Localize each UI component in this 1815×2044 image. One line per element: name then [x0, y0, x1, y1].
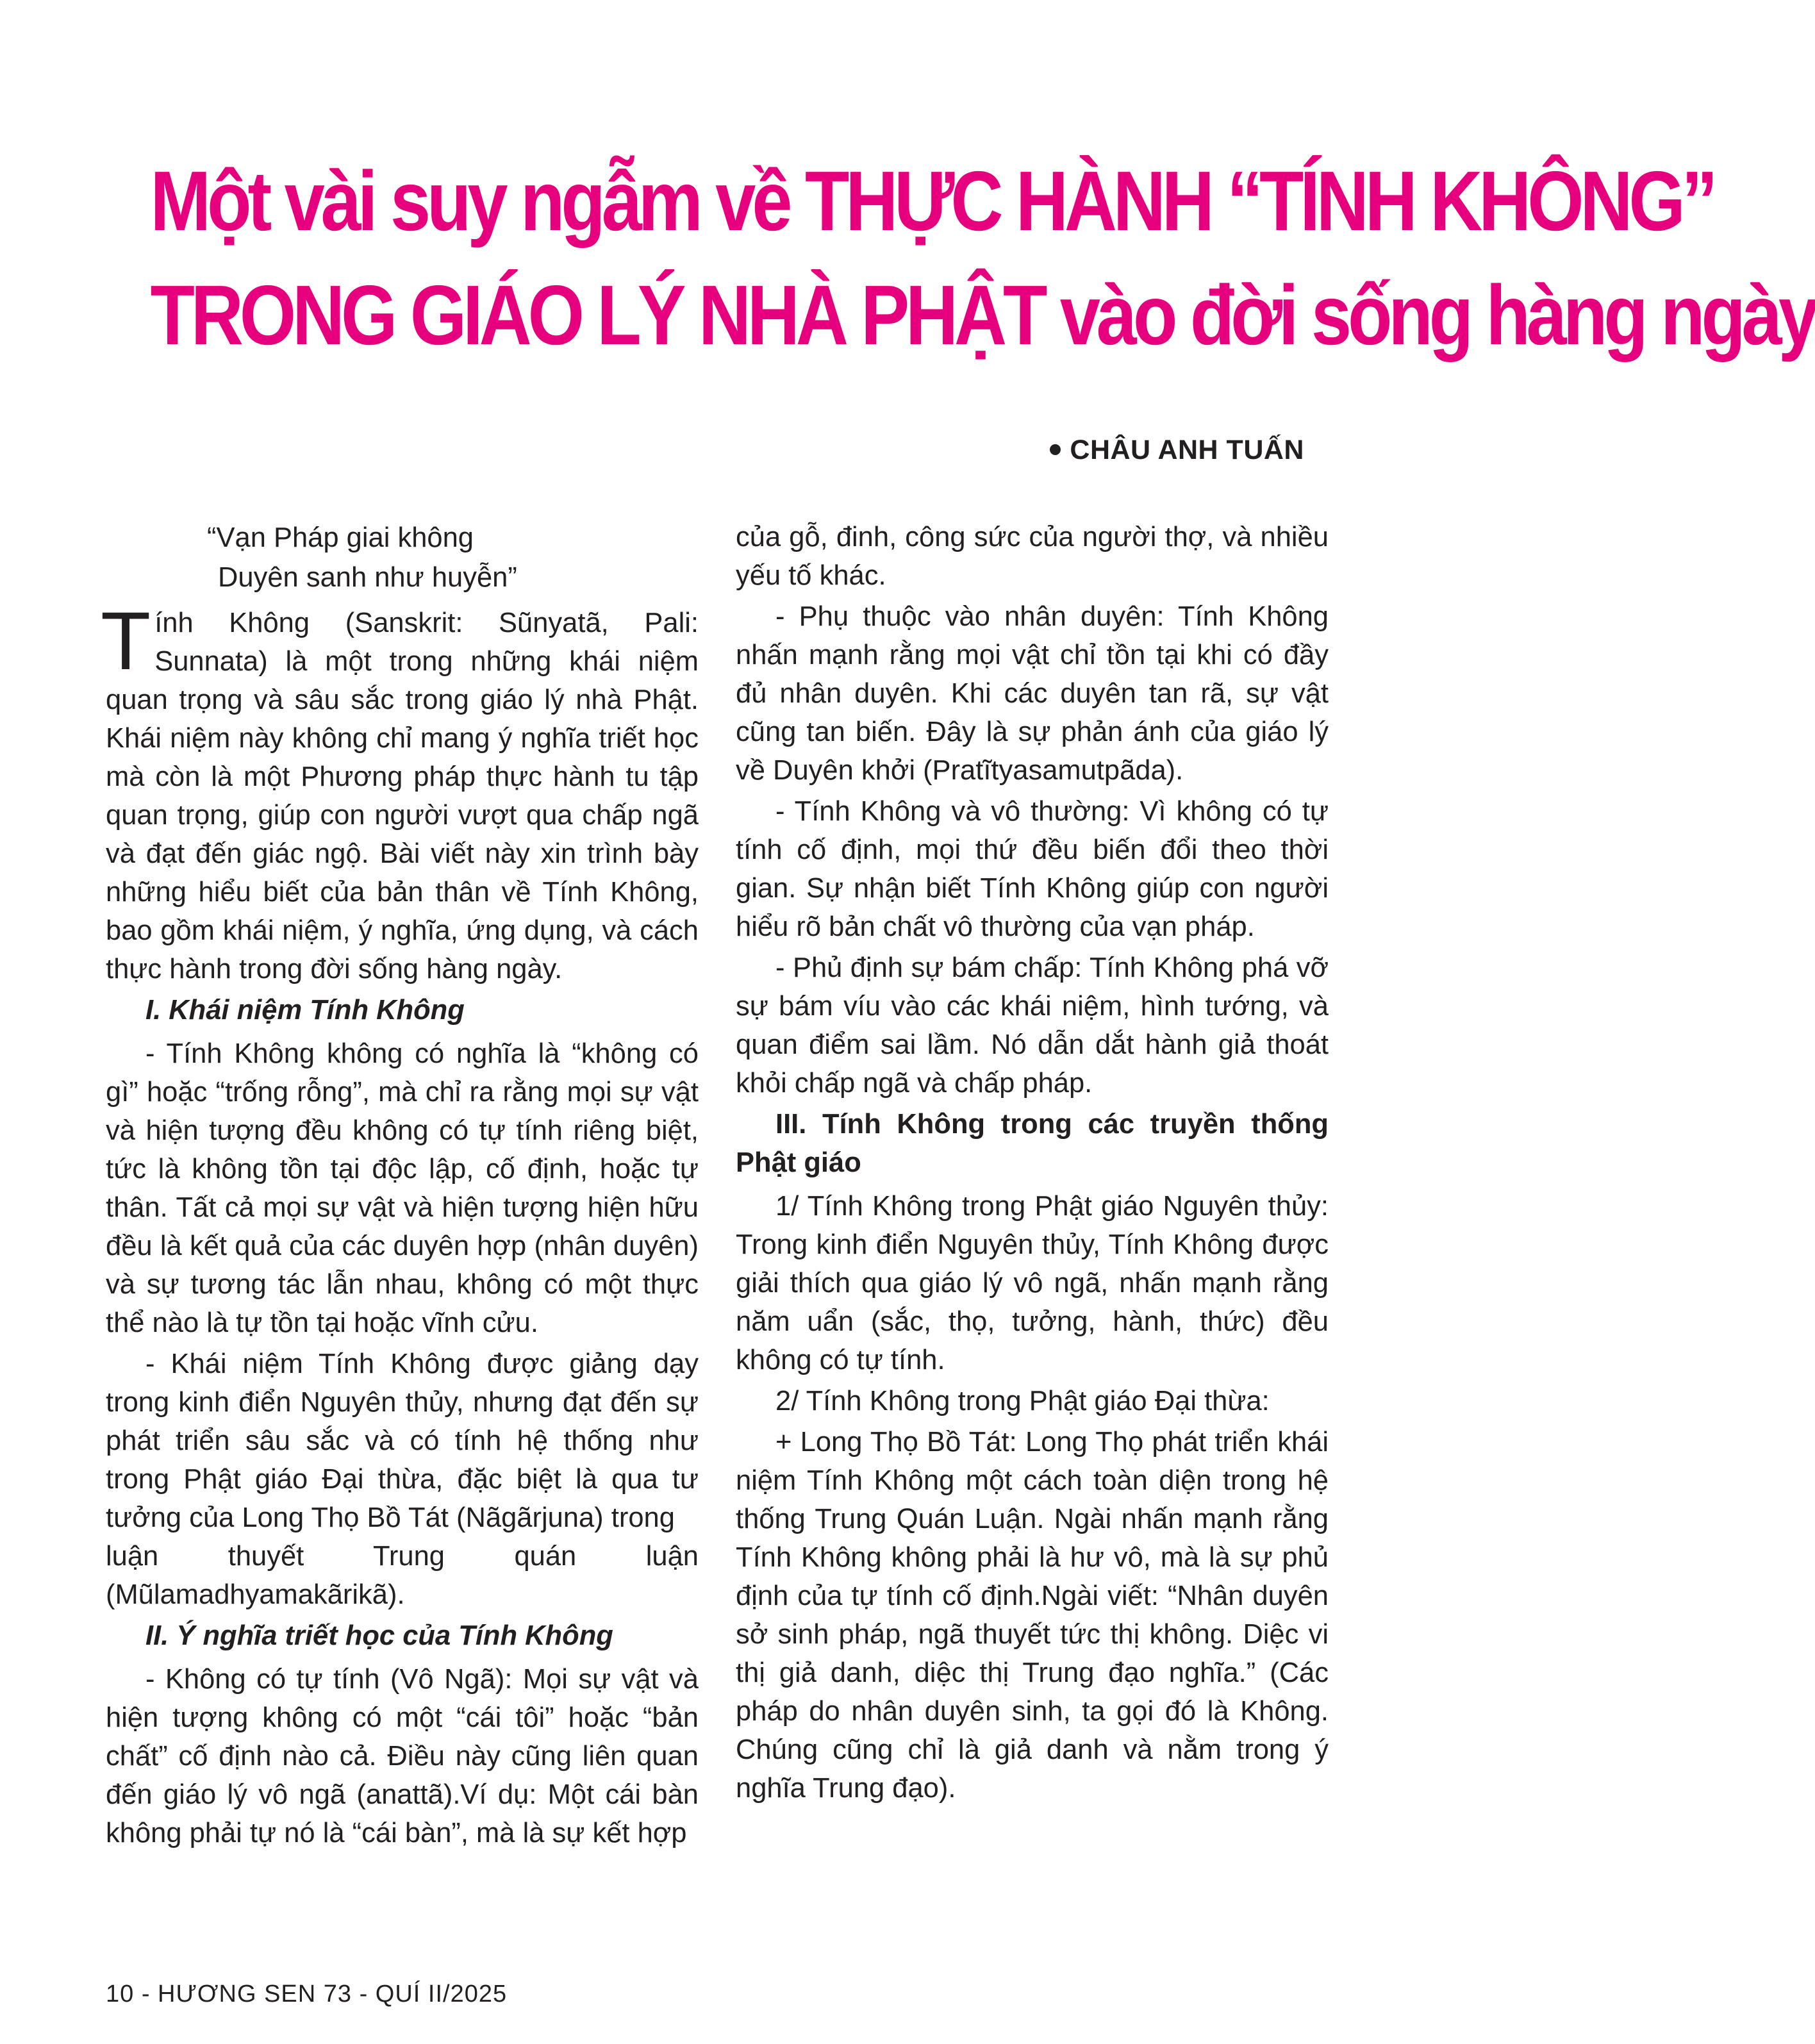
intro-paragraph: [101, 595, 699, 988]
paragraph: [106, 1345, 699, 1537]
section-heading-2: II. Ý nghĩa triết học của Tính Không: [145, 1620, 613, 1651]
section-heading-1: I. Khái niệm Tính Không: [145, 995, 465, 1026]
paragraph-text: - Khái niệm Tính Không được giảng dạy trong kinh điển Nguyên thủy, nhưng đạt đến sự phát triển sâu sắc và có tính hệ thống như trong Phật giáo Đại thừa, đặc biệt là qua tư tưởng của Long Thọ Bồ Tát (Nãgãrjuna) trong: [106, 1349, 699, 1533]
epigraph-line-2: Duyên sanh như huyễn”: [218, 562, 517, 593]
title-line-2: TRONG GIÁO LÝ NHÀ PHẬT vào đời sống hàng ngày: [150, 268, 1815, 362]
right-column: [736, 518, 1329, 1810]
paragraph-spread-line: luận thuyết Trung quán luận: [106, 1541, 699, 1572]
left-column: [101, 518, 699, 1855]
intro-text: ính Không (Sanskrit: Sũnyatã, Pali: Sunnata) là một trong những khái niệm quan trọng và sâu sắc trong giáo lý nhà Phật. Khái niệm này không chỉ mang ý nghĩa triết học mà còn là một Phương pháp thực hành tu tập quan trọng, giúp con người vượt qua chấp ngã và đạt đến giác ngộ. Bài viết này xin trình bày những hiểu biết của bản thân về Tính Không, bao gồm khái niệm, ý nghĩa, ứng dụng, và cách thực hành trong đời sống hàng ngày.: [106, 608, 699, 985]
section-heading-3: III. Tính Không trong các truyền thống Phật giáo: [736, 1109, 1329, 1178]
paragraph: + Long Thọ Bồ Tát: Long Thọ phát triển khái niệm Tính Không một cách toàn diện trong hệ thống Trung Quán Luận. Ngài nhấn mạnh rằng Tính Không không phải là hư vô, mà là sự phủ định của tự tính cố định.Ngài viết: “Nhân duyên sở sinh pháp, ngã thuyết tức thị không. Diệc vi thị giả danh, diệc thị Trung đạo nghĩa.” (Các pháp do nhân duyên sinh, ta gọi đó là Không. Chúng cũng chỉ là giả danh và nằm trong ý nghĩa Trung đạo).: [736, 1427, 1329, 1804]
paragraph: - Không có tự tính (Vô Ngã): Mọi sự vật và hiện tượng không có một “cái tôi” hoặc “bản chất” cố định nào cả. Điều này cũng liên quan đến giáo lý vô ngã (anattã).Ví dụ: Một cái bàn không phải tự nó là “cái bàn”, mà là sự kết hợp: [106, 1664, 699, 1849]
bullet-icon: [1050, 444, 1061, 455]
author-name: CHÂU ANH TUẤN: [1070, 435, 1304, 465]
epigraph-line-1: “Vạn Pháp giai không: [207, 522, 474, 553]
paragraph: - Phụ thuộc vào nhân duyên: Tính Không nhấn mạnh rằng mọi vật chỉ tồn tại khi có đầy đủ nhân duyên. Khi các duyên tan rã, sự vật cũng tan biến. Đây là sự phản ánh của giáo lý về Duyên khởi (Pratĩtyasamutpãda).: [736, 601, 1329, 786]
paragraph: 1/ Tính Không trong Phật giáo Nguyên thủy: Trong kinh điển Nguyên thủy, Tính Không được giải thích qua giáo lý vô ngã, nhấn mạnh rằng năm uẩn (sắc, thọ, tưởng, hành, thức) đều không có tự tính.: [736, 1191, 1329, 1375]
page-footer: 10 - HƯƠNG SEN 73 - QUÍ II/2025: [106, 1981, 508, 2007]
drop-cap: T: [101, 595, 151, 687]
paragraph: - Phủ định sự bám chấp: Tính Không phá vỡ sự bám víu vào các khái niệm, hình tướng, và quan điểm sai lầm. Nó dẫn dắt hành giả thoát khỏi chấp ngã và chấp pháp.: [736, 952, 1329, 1099]
paragraph: của gỗ, đinh, công sức của người thợ, và nhiều yếu tố khác.: [736, 522, 1329, 591]
paragraph: - Tính Không và vô thường: Vì không có tự tính cố định, mọi thứ đều biến đổi theo thời gian. Sự nhận biết Tính Không giúp con người hiểu rõ bản chất vô thường của vạn pháp.: [736, 796, 1329, 942]
article-title: [150, 144, 1815, 372]
author-byline: [1050, 435, 1304, 466]
paragraph-end: (Mũlamadhyamakãrikã).: [106, 1579, 405, 1610]
paragraph: 2/ Tính Không trong Phật giáo Đại thừa:: [775, 1386, 1270, 1417]
paragraph: - Tính Không không có nghĩa là “không có gì” hoặc “trống rỗng”, mà chỉ ra rằng mọi sự vật và hiện tượng đều không có tự tính riêng biệt, tức là không tồn tại độc lập, cố định, hoặc tự thân. Tất cả mọi sự vật và hiện tượng hiện hữu đều là kết quả của các duyên hợp (nhân duyên) và sự tương tác lẫn nhau, không có một thực thể nào là tự tồn tại hoặc vĩnh cửu.: [106, 1038, 699, 1338]
title-line-1: Một vài suy ngẫm về THỰC HÀNH “TÍNH KHÔNG”: [150, 154, 1714, 248]
